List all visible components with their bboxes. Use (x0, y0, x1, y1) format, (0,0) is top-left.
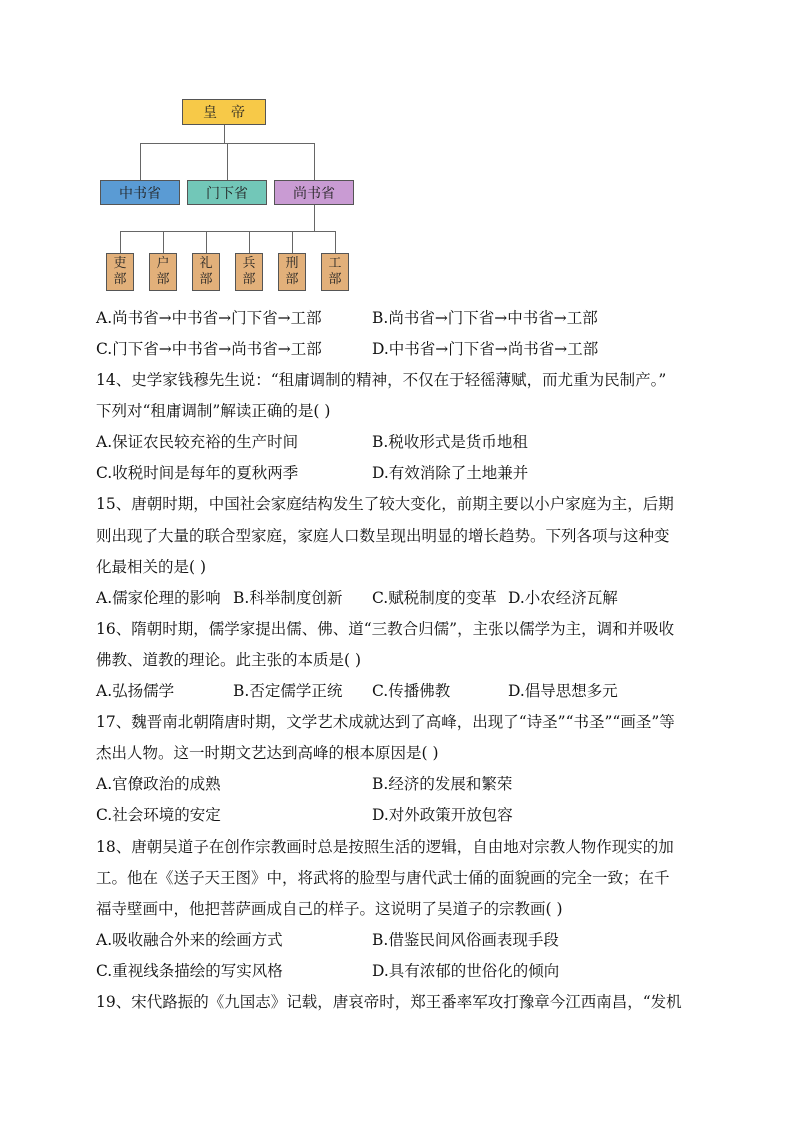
connector-mxs (227, 143, 228, 180)
dept-char: 刑 (285, 256, 299, 271)
q15-option-a: A.儒家伦理的影响 (96, 589, 221, 607)
q16-option-a: A.弘扬儒学 (96, 682, 175, 700)
dept-li-box (106, 253, 134, 291)
dept-char: 部 (242, 272, 256, 287)
q13-option-b: B.尚书省→门下省→中书省→工部 (372, 309, 598, 327)
dept-char: 部 (328, 272, 342, 287)
q15-stem-line-2: 则出现了大量的联合型家庭，家庭人口数呈现出明显的增长趋势。下列各项与这种变 (96, 527, 670, 545)
dept-xing-box (278, 253, 306, 291)
q15-stem-line-3: 化最相关的是( ) (96, 558, 207, 576)
q18-option-a: A.吸收融合外来的绘画方式 (96, 931, 283, 949)
dept-gong-box (321, 253, 349, 291)
q16-stem-line-1: 16、隋朝时期，儒学家提出儒、佛、道“三教合归儒”，主张以儒学为主，调和并吸收 (96, 620, 675, 638)
q14-stem-line-1: 14、史学家钱穆先生说：“租庸调制的精神，不仅在于轻徭薄赋，而尤重为民制产。” (96, 371, 667, 389)
dept-char: 礼 (199, 256, 213, 271)
dept-char: 部 (285, 272, 299, 287)
q14-option-d: D.有效消除了土地兼并 (372, 464, 529, 482)
dept-char: 户 (156, 256, 170, 271)
tang-government-diagram (96, 96, 358, 296)
q16-option-b: B.否定儒学正统 (233, 682, 343, 700)
dept-hu-box (149, 253, 177, 291)
menxia-sheng-box: 门下省 (187, 180, 267, 205)
q18-stem-line-3: 福寺壁画中，他把菩萨画成自己的样子。这说明了吴道子的宗教画( ) (96, 900, 563, 918)
q17-option-a: A.官僚政治的成熟 (96, 775, 221, 793)
q16-option-c: C.传播佛教 (372, 682, 451, 700)
connector-dept-1 (120, 231, 121, 253)
q18-option-d: D.具有浓郁的世俗化的倾向 (372, 962, 560, 980)
dept-char: 工 (328, 256, 342, 271)
connector-ssh-down (314, 205, 315, 231)
connector-dept-6 (335, 231, 336, 253)
shangshu-sheng-box: 尚书省 (274, 180, 354, 205)
q14-stem-line-2: 下列对“租庸调制”解读正确的是( ) (96, 402, 331, 420)
q13-option-d: D.中书省→门下省→尚书省→工部 (372, 340, 599, 358)
q15-stem-line-1: 15、唐朝时期，中国社会家庭结构发生了较大变化，前期主要以小户家庭为主，后期 (96, 495, 674, 513)
q14-option-b: B.税收形式是货币地租 (372, 433, 528, 451)
q18-stem-line-2: 工。他在《送子天王图》中，将武将的脸型与唐代武士俑的面貌画的完全一致；在千 (96, 869, 670, 887)
q14-option-a: A.保证农民较充裕的生产时间 (96, 433, 299, 451)
q19-stem-line-1: 19、宋代路振的《九国志》记载，唐哀帝时，郑王番率军攻打豫章今江西南昌，“发机 (96, 993, 682, 1011)
connector-dept-3 (206, 231, 207, 253)
q17-stem-line-1: 17、魏晋南北朝隋唐时期，文学艺术成就达到了高峰，出现了“诗圣”“书圣”“画圣”等 (96, 713, 675, 731)
dept-char: 兵 (242, 256, 256, 271)
q17-stem-line-2: 杰出人物。这一时期文艺达到高峰的根本原因是( ) (96, 744, 439, 762)
dept-char: 部 (113, 272, 127, 287)
q15-option-b: B.科举制度创新 (233, 589, 343, 607)
connector-dept-5 (292, 231, 293, 253)
dept-bing-box (235, 253, 263, 291)
dept-char: 部 (156, 272, 170, 287)
q17-option-b: B.经济的发展和繁荣 (372, 775, 513, 793)
q13-option-c: C.门下省→中书省→尚书省→工部 (96, 340, 322, 358)
connector-ssh (314, 143, 315, 180)
zhongshu-sheng-box: 中书省 (100, 180, 180, 205)
connector-emperor-down (224, 125, 225, 143)
q17-option-d: D.对外政策开放包容 (372, 806, 513, 824)
dept-li-rites-box (192, 253, 220, 291)
connector-dept-2 (163, 231, 164, 253)
q16-stem-line-2: 佛教、道教的理论。此主张的本质是( ) (96, 651, 362, 669)
connector-zsh (140, 143, 141, 180)
q15-option-c: C.赋税制度的变革 (372, 589, 497, 607)
emperor-box: 皇帝 (182, 99, 266, 125)
q16-option-d: D.倡导思想多元 (508, 682, 618, 700)
q18-stem-line-1: 18、唐朝吴道子在创作宗教画时总是按照生活的逻辑，自由地对宗教人物作现实的加 (96, 838, 674, 856)
q18-option-c: C.重视线条描绘的写实风格 (96, 962, 283, 980)
q15-option-d: D.小农经济瓦解 (508, 589, 618, 607)
q17-option-c: C.社会环境的安定 (96, 806, 221, 824)
q13-option-a: A.尚书省→中书省→门下省→工部 (96, 309, 322, 327)
connector-dept-4 (249, 231, 250, 253)
dept-char: 部 (199, 272, 213, 287)
q14-option-c: C.收税时间是每年的夏秋两季 (96, 464, 299, 482)
dept-char: 吏 (113, 256, 127, 271)
connector-depts-bar (120, 231, 336, 232)
q18-option-b: B.借鉴民间风俗画表现手段 (372, 931, 559, 949)
